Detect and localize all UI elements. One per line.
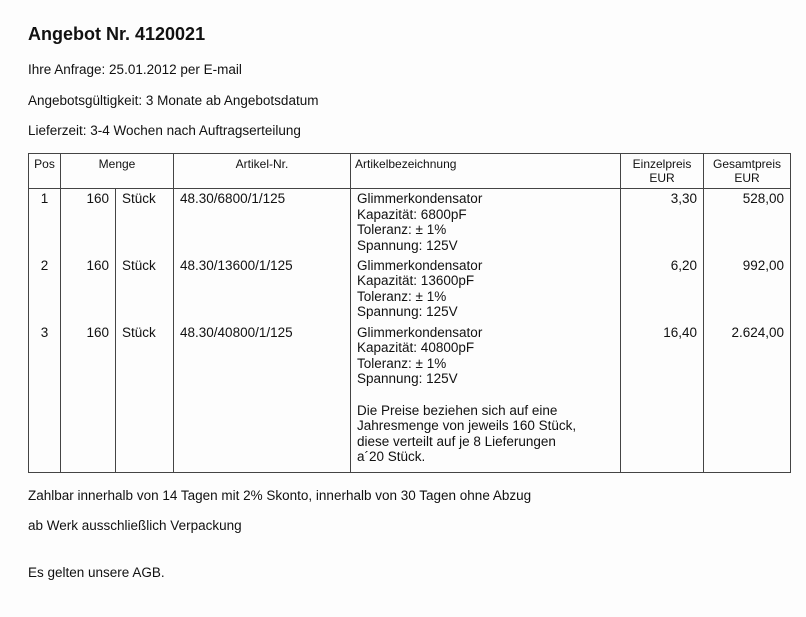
header-unit-price bbox=[621, 154, 704, 189]
row-description bbox=[351, 323, 621, 473]
desc-line: Glimmerkondensator bbox=[357, 191, 483, 206]
row-total: 528,00 bbox=[704, 189, 791, 256]
row-unit-price: 3,30 bbox=[621, 189, 704, 256]
row-pos: 2 bbox=[29, 256, 61, 323]
note-line: Die Preise beziehen sich auf eine bbox=[357, 402, 558, 418]
header-total-price-label: Gesamtpreis bbox=[713, 157, 782, 171]
table-row bbox=[29, 256, 791, 323]
desc-line: Kapazität: 13600pF bbox=[357, 273, 475, 288]
header-article-no: Artikel-Nr. bbox=[174, 154, 351, 189]
table-header-row bbox=[29, 154, 791, 189]
row-article-no: 48.30/13600/1/125 bbox=[174, 256, 351, 323]
row-unit: Stück bbox=[116, 256, 174, 323]
header-total-price-currency: EUR bbox=[734, 171, 760, 185]
delivery-line: Lieferzeit: 3-4 Wochen nach Auftragserteilung bbox=[28, 123, 301, 138]
row-description bbox=[351, 256, 621, 323]
row-total: 992,00 bbox=[704, 256, 791, 323]
desc-line: Spannung: 125V bbox=[357, 304, 458, 319]
row-article-no: 48.30/6800/1/125 bbox=[174, 189, 351, 256]
price-note bbox=[357, 403, 614, 465]
shipping-terms: ab Werk ausschließlich Verpackung bbox=[28, 518, 242, 533]
desc-line: Spannung: 125V bbox=[357, 237, 458, 253]
offer-title: Angebot Nr. 4120021 bbox=[28, 24, 206, 44]
inquiry-line: Ihre Anfrage: 25.01.2012 per E-mail bbox=[28, 62, 242, 77]
header-unit-price-currency: EUR bbox=[649, 171, 675, 185]
note-line: a´20 Stück. bbox=[357, 449, 426, 464]
note-line: Jahresmenge von jeweils 160 Stück, bbox=[357, 418, 577, 433]
desc-line: Glimmerkondensator bbox=[357, 324, 483, 340]
row-pos: 3 bbox=[29, 323, 61, 473]
row-description bbox=[351, 189, 621, 256]
table-row bbox=[29, 323, 791, 473]
payment-terms: Zahlbar innerhalb von 14 Tagen mit 2% Skonto, innerhalb von 30 Tagen ohne Abzug bbox=[28, 488, 532, 503]
row-qty: 160 bbox=[61, 189, 116, 256]
header-unit-price-label: Einzelpreis bbox=[632, 157, 692, 171]
desc-line: Toleranz: ± 1% bbox=[357, 355, 447, 371]
table-row bbox=[29, 189, 791, 256]
desc-line: Kapazität: 40800pF bbox=[357, 340, 475, 355]
validity-line: Angebotsgültigkeit: 3 Monate ab Angebotsdatum bbox=[28, 93, 319, 108]
header-description: Artikelbezeichnung bbox=[351, 154, 621, 189]
header-pos: Pos bbox=[29, 154, 61, 189]
row-article-no: 48.30/40800/1/125 bbox=[174, 323, 351, 473]
row-unit-price: 16,40 bbox=[621, 323, 704, 473]
desc-line: Toleranz: ± 1% bbox=[357, 288, 447, 304]
desc-line: Glimmerkondensator bbox=[357, 257, 483, 273]
row-unit: Stück bbox=[116, 323, 174, 473]
row-unit: Stück bbox=[116, 189, 174, 256]
row-qty: 160 bbox=[61, 323, 116, 473]
note-line: diese verteilt auf je 8 Lieferungen bbox=[357, 433, 556, 449]
desc-line: Spannung: 125V bbox=[357, 371, 458, 386]
row-total: 2.624,00 bbox=[704, 323, 791, 473]
desc-line: Kapazität: 6800pF bbox=[357, 206, 467, 222]
row-unit-price: 6,20 bbox=[621, 256, 704, 323]
general-terms: Es gelten unsere AGB. bbox=[28, 565, 165, 580]
desc-line: Toleranz: ± 1% bbox=[357, 222, 447, 237]
offer-table bbox=[28, 153, 791, 473]
row-qty: 160 bbox=[61, 256, 116, 323]
row-pos: 1 bbox=[29, 189, 61, 256]
header-total-price bbox=[704, 154, 791, 189]
header-qty: Menge bbox=[61, 154, 174, 189]
